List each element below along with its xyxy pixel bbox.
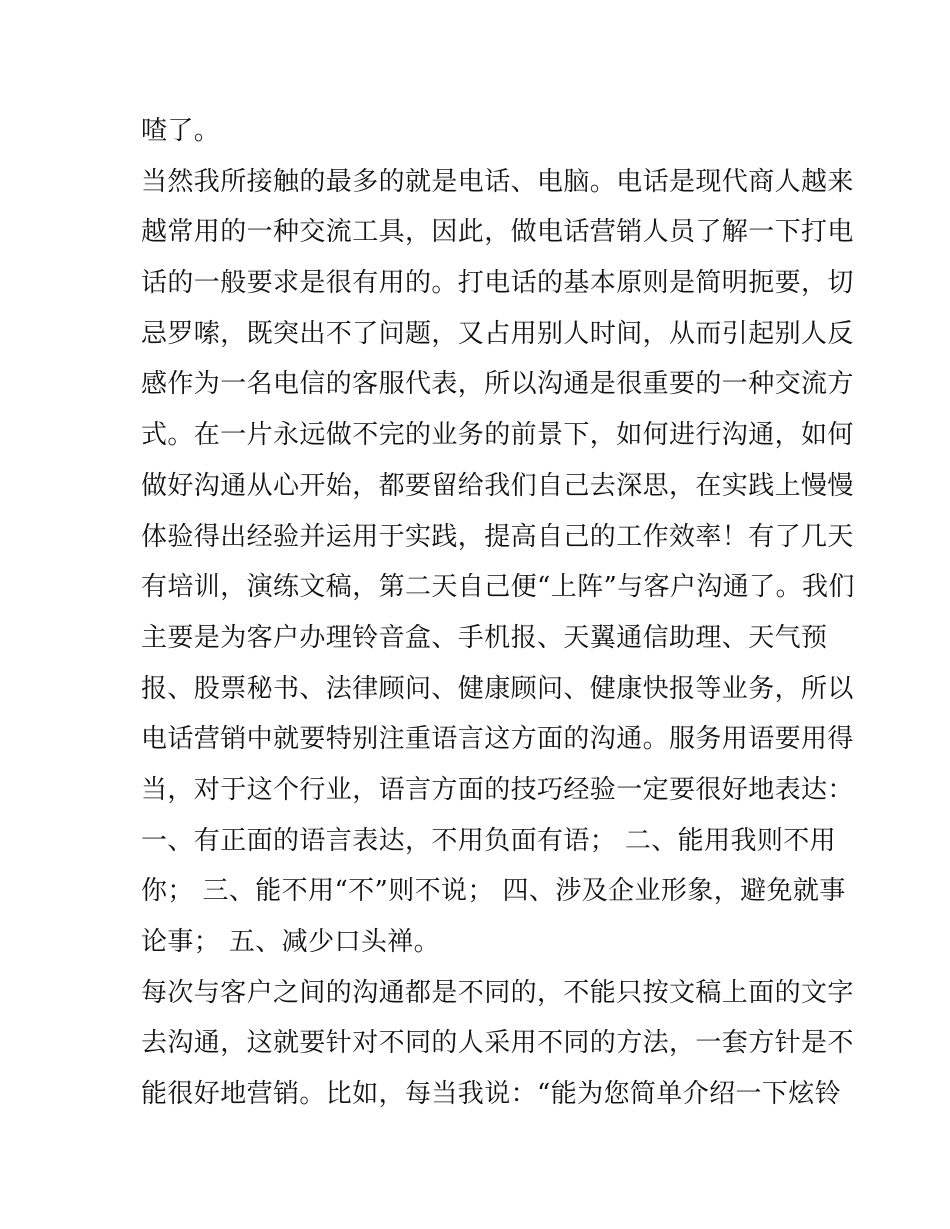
text-line: 一、有正面的语言表达，不用负面有语； 二、能用我则不用 (141, 825, 837, 856)
text-line: 当，对于这个行业，语言方面的技巧经验一定要很好地表达： (141, 774, 854, 805)
text-line: 电话营销中就要特别注重语言这方面的沟通。服务用语要用得 (141, 724, 854, 755)
text-line: 有培训，演练文稿，第二天自己便“上阵”与客户沟通了。我们 (141, 572, 855, 603)
text-line: 论事； 五、减少口头禅。 (141, 927, 441, 957)
text-line: 话的一般要求是很有用的。打电话的基本原则是简明扼要，切 (141, 268, 854, 299)
text-line: 体验得出经验并运用于实践，提高自己的工作效率！有了几天 (141, 521, 854, 552)
text-line: 主要是为客户办理铃音盒、手机报、天翼通信助理、天气预 (141, 622, 828, 653)
text-line: 越常用的一种交流工具，因此，做电话营销人员了解一下打电 (141, 217, 854, 248)
text-line: 能很好地营销。比如，每当我说：“能为您简单介绍一下炫铃 (141, 1079, 842, 1110)
text-line: 式。在一片永远做不完的业务的前景下，如何进行沟通，如何 (141, 420, 854, 451)
text-line: 喳了。 (141, 116, 221, 146)
text-line: 你； 三、能不用“不”则不说； 四、涉及企业形象，避免就事 (141, 876, 846, 907)
text-line: 当然我所接触的最多的就是电话、电脑。电话是现代商人越来 (141, 166, 854, 197)
text-line: 去沟通，这就要针对不同的人采用不同的方法，一套方针是不 (141, 1028, 854, 1059)
text-line: 做好沟通从心开始，都要留给我们自己去深思，在实践上慢慢 (141, 470, 854, 501)
text-line: 每次与客户之间的沟通都是不同的，不能只按文稿上面的文字 (141, 977, 854, 1008)
body-text (141, 106, 855, 1120)
text-line: 报、股票秘书、法律顾问、健康顾问、健康快报等业务，所以 (141, 673, 854, 704)
text-line: 感作为一名电信的客服代表，所以沟通是很重要的一种交流方 (141, 369, 854, 400)
text-line: 忌罗嗦，既突出不了问题，又占用别人时间，从而引起别人反 (141, 318, 854, 349)
